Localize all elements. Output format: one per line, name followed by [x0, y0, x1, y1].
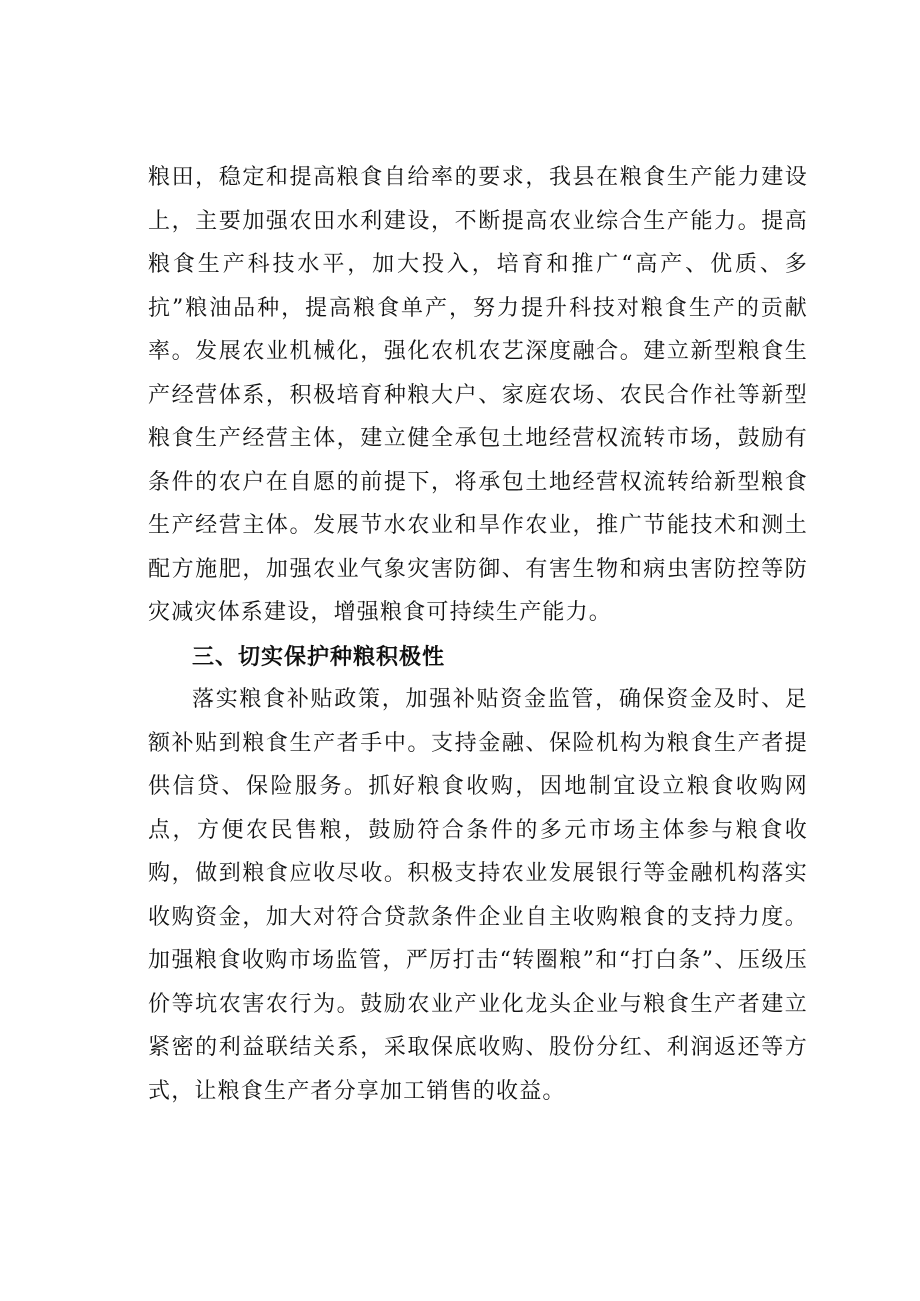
section-heading: 三、切实保护种粮积极性 — [192, 645, 446, 670]
body-paragraph-1: 粮田，稳定和提高粮食自给率的要求，我县在粮食生产能力建设上，主要加强农田水利建设，不断提高农业综合生产能力。提高粮食生产科技水平，加大投入，培育和推广“高产、优质、多抗”粮油品种，提高粮食单产，努力提升科技对粮食生产的贡献率。发展农业机械化，强化农机农艺深度融合。建立新型粮食生产经营体系，积极培育种粮大户、家庭农场、农民合作社等新型粮食生产经营主体，建立健全承包土地经营权流转市场，鼓励有条件的农户在自愿的前提下，将承包土地经营权流转给新型粮食生产经营主体。发展节水农业和旱作农业，推广节能技术和测土配方施肥，加强农业气象灾害防御、有害生物和病虫害防控等防灾减灾体系建设，增强粮食可持续生产能力。 — [148, 165, 808, 625]
body-paragraph-2: 落实粮食补贴政策，加强补贴资金监管，确保资金及时、足额补贴到粮食生产者手中。支持金融、保险机构为粮食生产者提供信贷、保险服务。抓好粮食收购，因地制宜设立粮食收购网点，方便农民售粮，鼓励符合条件的多元市场主体参与粮食收购，做到粮食应收尽收。积极支持农业发展银行等金融机构落实收购资金，加大对符合贷款条件企业自主收购粮食的支持力度。加强粮食收购市场监管，严厉打击“转圈粮”和“打白条”、压级压价等坑农害农行为。鼓励农业产业化龙头企业与粮食生产者建立紧密的利益联结关系，采取保底收购、股份分红、利润返还等方式，让粮食生产者分享加工销售的收益。 — [148, 687, 808, 1104]
